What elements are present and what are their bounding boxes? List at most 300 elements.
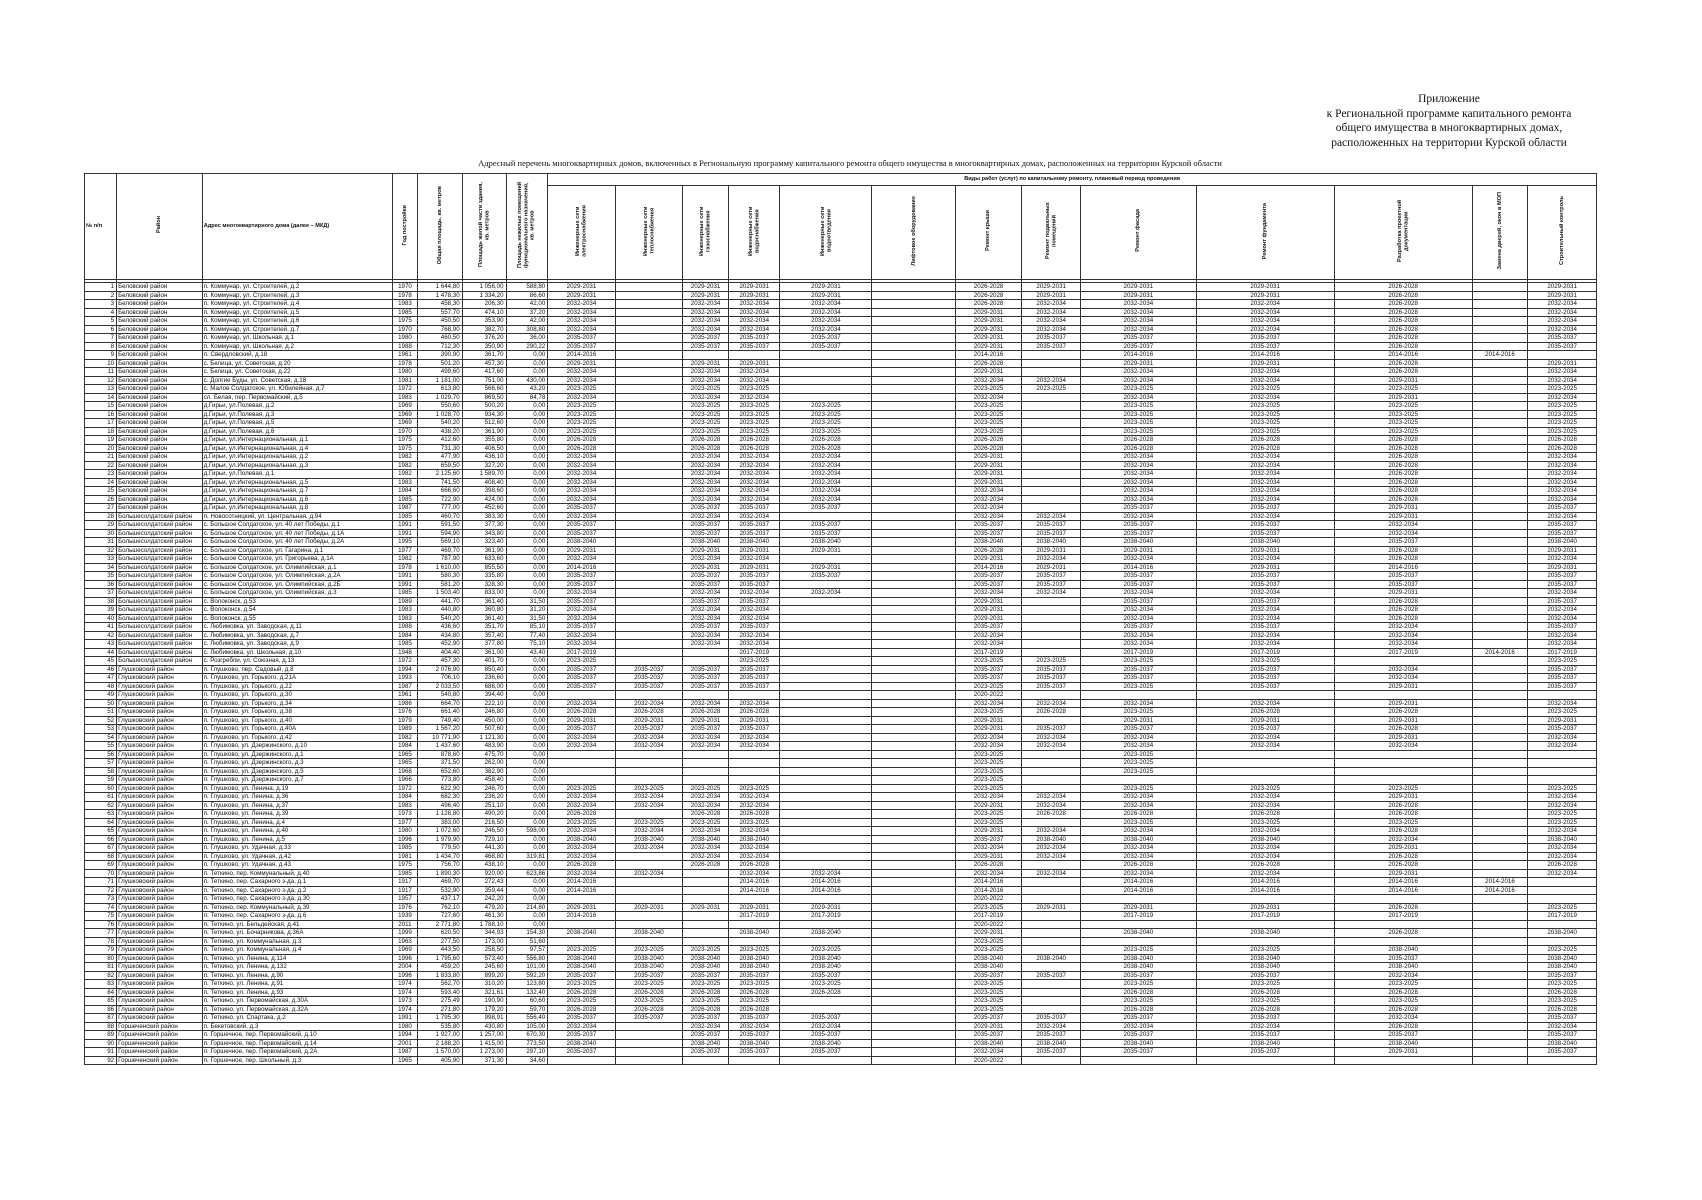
table-cell: 2026-2028 [955,291,1021,300]
table-cell: 566,60 [462,385,506,394]
table-cell: 2032-2034 [1022,733,1081,742]
table-cell [1022,461,1081,470]
table-row [85,759,1597,768]
table-cell: 2032-2034 [1528,631,1597,640]
table-cell [1472,487,1528,496]
table-cell [872,385,955,394]
table-cell: 2032-2034 [683,852,729,861]
table-cell: 2023-2025 [1196,410,1334,419]
table-cell: 1 437,60 [417,742,462,751]
table-cell: 2026-2028 [1334,461,1472,470]
table-cell [683,1056,729,1065]
table-cell: 2038-2040 [729,929,780,938]
table-cell: п. Коммунар, ул. Строителей, д.3 [202,291,392,300]
table-cell: 535,80 [417,1022,462,1031]
table-cell: 2023-2025 [955,759,1021,768]
table-cell: 0,00 [506,861,548,870]
table-cell [872,300,955,309]
table-cell: п. Глушково, пер. Садовый, д.8 [202,665,392,674]
table-cell [780,716,872,725]
table-row [85,742,1597,751]
table-cell: 2023-2025 [1081,759,1197,768]
table-cell: 2023-2025 [1081,410,1197,419]
table-cell: 1983 [393,478,418,487]
table-row [85,886,1597,895]
table-cell: 323,40 [462,538,506,547]
table-cell [683,750,729,759]
table-cell: Большесолдатский район [117,572,203,581]
table-cell [780,937,872,946]
table-cell [1081,937,1197,946]
table-cell [872,478,955,487]
table-cell: 2023-2025 [955,750,1021,759]
table-cell: 412,60 [417,436,462,445]
table-cell: 2023-2025 [1196,818,1334,827]
table-cell: 2035-2037 [683,682,729,691]
table-cell: 0,00 [506,419,548,428]
table-cell: с. Любимовка, ул. Заводская, д.7 [202,631,392,640]
table-cell [1472,623,1528,632]
table-cell: 2038-2040 [615,929,682,938]
table-cell: Глушковский район [117,895,203,904]
table-cell: с. Большое Солдатское, ул. Олимпийская, д.2А [202,572,392,581]
table-cell: 1 029,70 [417,393,462,402]
table-cell [1022,495,1081,504]
table-cell [683,648,729,657]
table-cell [1022,767,1081,776]
table-cell: 2032-2034 [683,453,729,462]
table-cell: 2029-2031 [955,1022,1021,1031]
column-header: № п/п [85,174,117,280]
table-cell: 69 [85,861,117,870]
table-row [85,419,1597,428]
table-cell [1472,869,1528,878]
table-cell [780,801,872,810]
table-cell [1022,597,1081,606]
table-cell: 0,00 [506,725,548,734]
table-cell [1022,750,1081,759]
table-cell: 2014-2016 [955,878,1021,887]
table-cell: 899,20 [462,971,506,980]
table-cell: 2023-2025 [615,980,682,989]
table-cell: 2038-2040 [1334,963,1472,972]
table-cell: Глушковский район [117,674,203,683]
table-cell: 2038-2040 [548,963,615,972]
table-cell: 2032-2034 [1334,835,1472,844]
table-cell: 2029-2031 [1334,844,1472,853]
table-cell: 2032-2034 [683,614,729,623]
table-cell: 2035-2037 [1196,682,1334,691]
table-cell: 2038-2040 [1081,954,1197,963]
table-cell [872,750,955,759]
table-cell: 2029-2031 [683,291,729,300]
table-cell: 41 [85,623,117,632]
table-cell: Большесолдатский район [117,589,203,598]
table-cell: п. Новосотницкий, ул. Центральная, д.94 [202,512,392,521]
table-cell: 2032-2034 [683,461,729,470]
table-cell [1472,1022,1528,1031]
table-cell [872,920,955,929]
table-cell: 2032-2034 [683,470,729,479]
table-cell [872,436,955,445]
table-cell: 2023-2025 [1081,402,1197,411]
table-cell [1528,886,1597,895]
column-header: Строительный контроль [1528,186,1597,280]
table-cell: 236,20 [462,793,506,802]
table-cell: Беловский район [117,410,203,419]
table-cell [615,640,682,649]
table-cell: Беловский район [117,300,203,309]
table-cell: Беловский район [117,308,203,317]
table-cell: 20 [85,444,117,453]
table-cell: п. Теткино, ул. Первомайская, д.30А [202,997,392,1006]
table-cell: с. Любимовка, ул. Школьная, д.10 [202,648,392,657]
table-cell: 2023-2025 [1334,385,1472,394]
table-row [85,427,1597,436]
table-cell: 262,00 [462,759,506,768]
table-cell: 2035-2037 [780,971,872,980]
table-cell: Глушковский район [117,1014,203,1023]
table-cell [872,1031,955,1040]
table-cell: Глушковский район [117,835,203,844]
table-cell [1334,767,1472,776]
table-cell: 371,50 [417,759,462,768]
table-cell: 2032-2034 [729,589,780,598]
table-cell [872,665,955,674]
table-row [85,512,1597,521]
table-cell: 2023-2025 [1196,419,1334,428]
table-cell: 436,60 [417,623,462,632]
table-cell: 2035-2037 [729,334,780,343]
table-cell: 2038-2040 [780,929,872,938]
table-cell [1472,342,1528,351]
table-row [85,597,1597,606]
table-cell: 2032-2034 [1196,742,1334,751]
table-cell: 2032-2034 [683,368,729,377]
table-cell: 75 [85,912,117,921]
table-cell: 2023-2025 [1081,818,1197,827]
table-cell [1472,997,1528,1006]
table-cell [1334,750,1472,759]
table-cell [1472,776,1528,785]
table-cell: 2014-2016 [1472,648,1528,657]
table-cell: 620,50 [417,929,462,938]
table-cell: 1991 [393,572,418,581]
table-cell: 869,50 [462,393,506,402]
table-cell: с. Розгребли, ул. Союзная, д.13 [202,657,392,666]
table-cell: 2032-2034 [1081,368,1197,377]
table-cell: 1978 [393,291,418,300]
table-row [85,478,1597,487]
table-cell: 2029-2031 [1196,283,1334,292]
table-cell: п. Горшечное, пер. Первомайский, д.14 [202,1039,392,1048]
table-cell: 1961 [393,691,418,700]
table-cell [1472,912,1528,921]
table-cell: 2029-2031 [1334,512,1472,521]
table-cell [729,895,780,904]
table-cell: 1968 [393,767,418,776]
table-cell: 26 [85,495,117,504]
table-cell [1472,512,1528,521]
table-cell: 2035-2037 [955,674,1021,683]
table-cell [1472,385,1528,394]
table-cell: 2035-2037 [548,665,615,674]
table-cell: 2038-2040 [729,963,780,972]
table-cell: 68 [85,852,117,861]
table-cell: 14 [85,393,117,402]
table-cell [872,1005,955,1014]
table-cell [729,691,780,700]
table-cell: п. Теткино, ул. Ленина, д.93 [202,988,392,997]
table-cell: 2014-2016 [1081,351,1197,360]
table-cell [872,648,955,657]
table-cell: 2032-2034 [729,827,780,836]
table-cell: 741,50 [417,478,462,487]
table-cell: 1985 [393,844,418,853]
table-cell: 92 [85,1056,117,1065]
table-cell: 424,00 [462,495,506,504]
table-cell: 532,90 [417,886,462,895]
table-cell: 2029-2031 [729,359,780,368]
table-cell: 2032-2034 [955,869,1021,878]
table-row [85,444,1597,453]
table-cell [872,495,955,504]
table-cell [1196,691,1334,700]
table-cell: 2032-2034 [1528,325,1597,334]
table-cell: 2026-2026 [955,436,1021,445]
table-cell: 2035-2037 [1081,623,1197,632]
table-cell [872,801,955,810]
table-cell: 2026-2028 [683,810,729,819]
table-cell: 0,00 [506,682,548,691]
table-cell: 2032-2034 [729,606,780,615]
table-cell: 2032-2034 [1196,793,1334,802]
table-cell: 2023-2025 [1081,657,1197,666]
table-cell: 2023-2025 [1334,419,1472,428]
table-cell: 1988 [393,623,418,632]
table-cell: 661,40 [417,708,462,717]
table-cell: 0,00 [506,470,548,479]
table-cell [548,767,615,776]
table-cell: 2032-2034 [683,640,729,649]
table-cell: 2023-2025 [683,997,729,1006]
table-cell: п. Теткино, ул. Ленина, д.90 [202,971,392,980]
table-cell: 2023-2025 [683,402,729,411]
table-cell: п. Теткино, пер. Коммунальный, д.39 [202,903,392,912]
table-cell [780,648,872,657]
table-cell: д.Гирьи, ул.Интернациональная, д.2 [202,453,392,462]
table-cell: 2026-2028 [1334,478,1472,487]
table-cell: 2026-2028 [683,1005,729,1014]
table-cell: 2014-2016 [1196,351,1334,360]
table-cell: 0,00 [506,708,548,717]
table-cell [1472,784,1528,793]
column-header: Ремонт фасада [1081,186,1197,280]
table-cell: 376,20 [462,334,506,343]
table-cell [872,1014,955,1023]
table-cell: 2029-2031 [729,903,780,912]
table-cell: 2014-2016 [955,563,1021,572]
table-cell: 2035-2037 [1528,529,1597,538]
table-cell [683,886,729,895]
table-cell: Беловский район [117,402,203,411]
table-cell [1472,946,1528,955]
table-cell: 2035-2037 [683,1048,729,1057]
table-cell: 2029-2031 [1334,376,1472,385]
table-cell: 2038-2040 [955,538,1021,547]
table-cell: п. Коммунар, ул. Строителей, д.7 [202,325,392,334]
table-cell: 2035-2037 [1196,1014,1334,1023]
table-cell: 2032-2034 [1022,512,1081,521]
table-cell: 2032-2034 [1022,699,1081,708]
table-cell [872,818,955,827]
table-cell: 2014-2016 [780,878,872,887]
table-cell: 2026-2028 [1196,444,1334,453]
table-cell: с. Большое Солдатское, ул. 40 лет Победы, д.2А [202,538,392,547]
table-row [85,1005,1597,1014]
table-cell: 361,40 [462,597,506,606]
table-cell [1472,691,1528,700]
table-row [85,606,1597,615]
table-cell: 2032-2034 [955,631,1021,640]
table-cell: 2038-2040 [1022,538,1081,547]
table-cell: 2032-2034 [955,733,1021,742]
table-cell: 2032-2034 [1528,699,1597,708]
table-cell [1472,410,1528,419]
table-cell: 2032-2034 [1196,453,1334,462]
table-cell [872,623,955,632]
table-cell: 2026-2028 [1334,325,1472,334]
table-cell: 2029-2031 [548,546,615,555]
table-row [85,436,1597,445]
table-cell: 592,20 [506,971,548,980]
table-cell [1022,427,1081,436]
table-cell [872,334,955,343]
table-cell: 1989 [393,597,418,606]
table-cell: 0,00 [506,478,548,487]
table-cell: 2035-2037 [1081,665,1197,674]
table-cell: 2029-2031 [955,368,1021,377]
table-cell: 2032-2034 [1334,640,1472,649]
table-cell: 2029-2031 [955,334,1021,343]
table-cell: 2035-2037 [683,665,729,674]
table-cell: 2035-2037 [729,342,780,351]
table-row [85,614,1597,623]
table-cell [615,1022,682,1031]
table-cell [780,699,872,708]
table-cell [615,648,682,657]
table-cell: 550,60 [417,402,462,411]
table-cell: 594,90 [417,529,462,538]
column-header: Лифтовое оборудование [872,186,955,280]
table-cell [1022,920,1081,929]
table-cell: 2032-2034 [1334,623,1472,632]
table-cell: Глушковский район [117,776,203,785]
table-cell [1528,767,1597,776]
table-cell [548,759,615,768]
table-cell: 581,20 [417,580,462,589]
table-cell: 0,00 [506,580,548,589]
table-cell: 1984 [393,793,418,802]
table-cell: 2032-2034 [1334,1014,1472,1023]
table-cell: 2035-2037 [1334,572,1472,581]
table-cell: 2026-2028 [729,708,780,717]
table-cell: 2023-2025 [955,997,1021,1006]
table-cell: 483,90 [462,742,506,751]
table-cell: 2035-2037 [683,725,729,734]
table-cell: д.Гирьи, ул.Интернациональная, д.8 [202,504,392,513]
table-cell: 70 [85,869,117,878]
table-cell: 934,30 [462,410,506,419]
table-row [85,878,1597,887]
table-cell: 450,00 [462,716,506,725]
table-cell: 2029-2031 [729,291,780,300]
table-cell: 1982 [393,733,418,742]
table-cell: п. Теткино, ул. Бочарникова, д.36А [202,929,392,938]
table-cell: 2023-2025 [548,657,615,666]
table-cell: 2038-2040 [955,1039,1021,1048]
table-cell [872,708,955,717]
table-cell [780,597,872,606]
table-cell: 2023-2025 [780,410,872,419]
table-cell: 1978 [393,359,418,368]
table-cell: 2032-2034 [548,393,615,402]
table-cell: 2032-2034 [780,300,872,309]
table-cell: 1948 [393,648,418,657]
table-cell: 2023-2025 [1081,767,1197,776]
table-cell: 2032-2034 [1528,376,1597,385]
table-cell [615,878,682,887]
table-row [85,580,1597,589]
table-cell: 501,20 [417,359,462,368]
table-cell: 2032-2034 [1081,487,1197,496]
table-cell: Глушковский район [117,920,203,929]
table-cell: п. Глушково, ул. Горького, д.40А [202,725,392,734]
table-cell: 2026-2028 [548,708,615,717]
table-row [85,640,1597,649]
table-cell: Большесолдатский район [117,614,203,623]
table-cell: 1972 [393,784,418,793]
table-cell: 2026-2028 [1334,368,1472,377]
table-cell: 1970 [393,283,418,292]
table-cell: Глушковский район [117,988,203,997]
table-cell [1472,954,1528,963]
table-cell: д.Гирьи, ул.Полевая, д.2 [202,402,392,411]
table-cell: д.Гирьи, ул.Интернациональная, д.4 [202,444,392,453]
table-cell: 2032-2034 [1196,495,1334,504]
table-cell: 2038-2040 [1022,835,1081,844]
table-cell: 2032-2034 [1528,589,1597,598]
table-cell: 2032-2034 [548,631,615,640]
table-cell: 2032-2034 [1081,742,1197,751]
table-cell: 2035-2037 [1081,597,1197,606]
table-cell: 2032-2034 [1528,512,1597,521]
table-cell: 2038-2040 [1081,538,1197,547]
table-cell: 2038-2040 [1528,538,1597,547]
table-cell: 2032-2034 [780,308,872,317]
table-cell [1472,937,1528,946]
table-cell: Глушковский район [117,886,203,895]
table-cell: 2014-2016 [1196,886,1334,895]
table-cell: 1996 [393,954,418,963]
table-cell: 1974 [393,988,418,997]
table-cell: 2023-2025 [955,708,1021,717]
table-cell: 2035-2037 [1081,1048,1197,1057]
table-cell: 2029-2031 [1196,716,1334,725]
table-cell [615,895,682,904]
table-cell: 87 [85,1014,117,1023]
table-cell [1472,971,1528,980]
